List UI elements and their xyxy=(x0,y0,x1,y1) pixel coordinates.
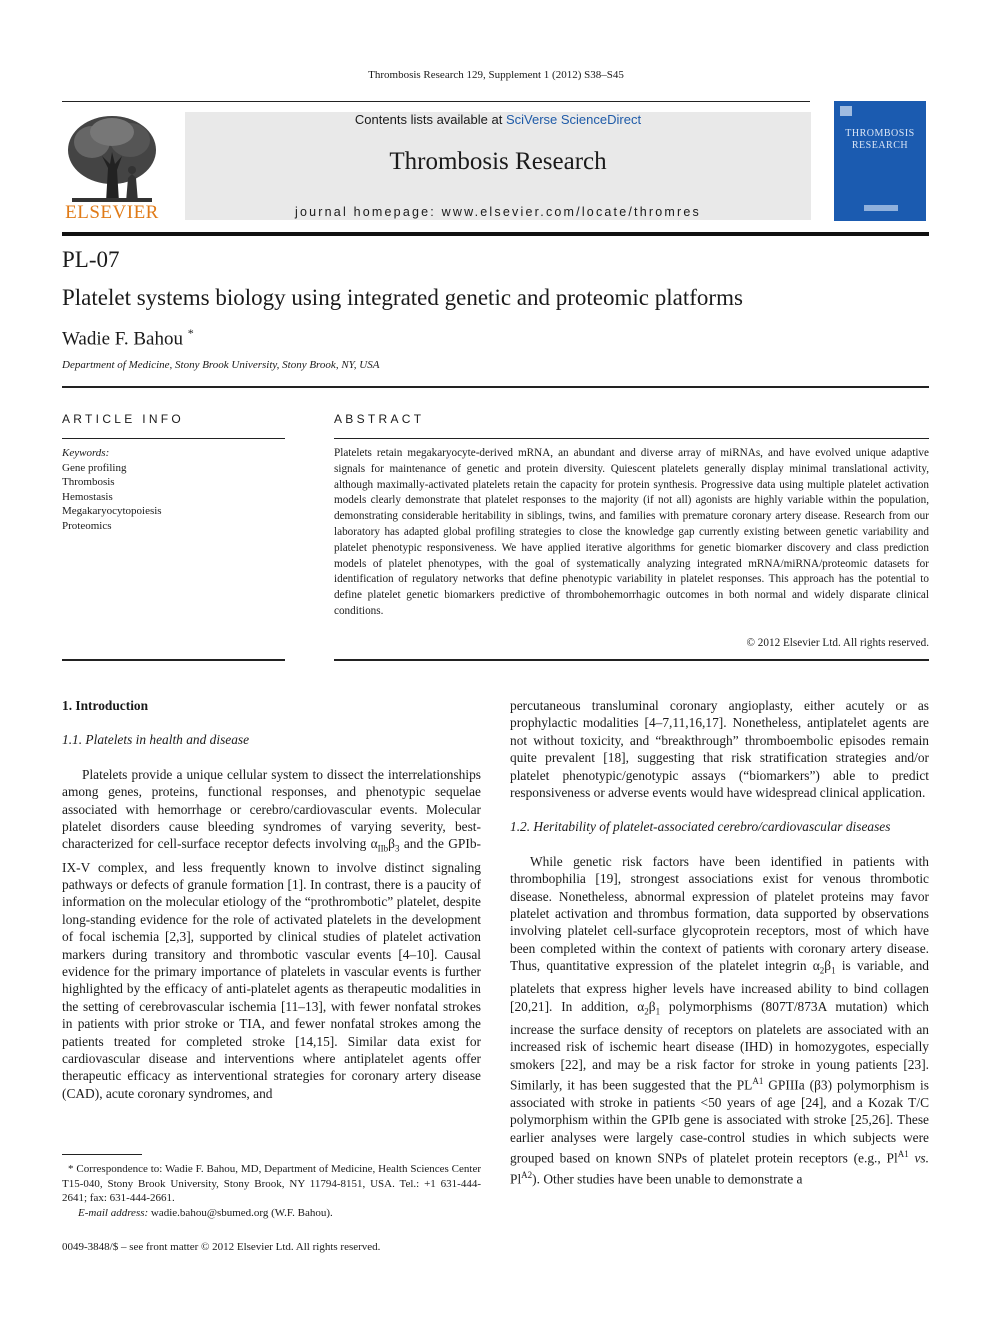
subscript: 2 xyxy=(819,965,825,976)
text-run: ). Other studies have been unable to demonstrate a xyxy=(532,1171,803,1187)
text-run: β xyxy=(824,958,832,974)
body-paragraph: percutaneous transluminal coronary angioplasty, either acutely or as prophylactic modalities [4–7,11,16,17]. Nonetheless, antiplatelet agents are not without toxicity, and “breakthrough” thromboembolic episodes remain quite prevalent [18], suggesting that risk stratification strategies and/or platelet phenotypic/genotypic assays (“biomarkers”) able to predict responsiveness or adverse events would have widespread clinical application. xyxy=(510,698,929,801)
section-heading-introduction: 1. Introduction xyxy=(62,698,149,713)
text-run: vs. xyxy=(908,1150,929,1166)
text-run: β xyxy=(648,998,656,1014)
text-run: Platelets provide a unique cellular system to dissect the interrelationships among genes, proteins, functional responses, and phenotypic sequelae associated with hemorrhage or cerebro/cardiovascular events. Molecular platelet disorders cause bleeding syndromes of varying severity, best-characterized for cell-surface receptor defects involving α xyxy=(62,766,481,852)
text-run: While genetic risk factors have been identified in patients with thrombophilia [19], strongest associations exist for venous thrombotic disease. Nonetheless, abnormal expression of platelet proteins may favor platelet activation and thrombus formation, data supported by observations involving platelet cell-surface glycoprotein receptors, most of which have been completed within the context of patients with coronary artery disease. Thus, quantitative expression of the platelet integrin α xyxy=(510,853,929,974)
header-thick-rule xyxy=(62,232,929,236)
author-line xyxy=(62,326,194,350)
keyword: Proteomics xyxy=(62,519,112,532)
abstract-heading-rule xyxy=(334,438,929,439)
cover-title-line-1: THROMBOSIS xyxy=(845,128,915,139)
subscript: 3 xyxy=(395,844,400,855)
publisher-name: ELSEVIER xyxy=(65,202,159,223)
footnote-correspondence xyxy=(62,1162,481,1206)
keyword: Thrombosis xyxy=(62,476,115,489)
article-info-heading: ARTICLE INFO xyxy=(62,412,185,426)
cover-title-line-2: RESEARCH xyxy=(851,140,909,151)
article-title: Platelet systems biology using integrated genetic and proteomic platforms xyxy=(62,285,743,310)
keyword: Gene profiling xyxy=(62,462,127,474)
email-label: E-mail address: xyxy=(78,1206,149,1219)
affiliation: Department of Medicine, Stony Brook University, Stony Brook, NY, USA xyxy=(62,359,380,371)
abstract-bottom-rule xyxy=(334,659,929,661)
contents-prefix: Contents lists available at xyxy=(354,112,506,127)
subsection-heading-1-1: 1.1. Platelets in health and disease xyxy=(62,732,250,748)
article-info-bottom-rule xyxy=(62,659,285,661)
sciencedirect-link[interactable]: SciVerse ScienceDirect xyxy=(505,112,642,127)
text-run: is variable, and platelets that express higher levels have increased ability to bind collagen [20,21]. In addition, α xyxy=(510,958,929,1014)
superscript: A1 xyxy=(897,1149,909,1160)
journal-banner xyxy=(185,112,811,220)
footnote-text: Correspondence to: Wadie F. Bahou, MD, Department of Medicine, Health Sciences Center T15-040, Stony Brook University, Stony Brook, NY 11794-8151, USA. Tel.: +1 631-444-2641; fax: 631-444-2661. xyxy=(62,1163,481,1205)
email-address[interactable]: wadie.bahou@sbumed.org (W.F. Bahou). xyxy=(148,1206,333,1219)
publisher-logo xyxy=(62,112,162,224)
keyword: Hemostasis xyxy=(62,490,113,503)
footnote-mark: * xyxy=(68,1163,74,1175)
text-run: polymorphisms (807T/873A mutation) which increase the surface density of receptors on platelets are associated with an increased risk of ischemic heart disease (IHD) in homozygotes, especially smokers [22], and may be a risk factor for stroke in young patients [23]. Similarly, it has been suggested that the PL xyxy=(510,998,929,1093)
journal-homepage[interactable]: journal homepage: www.elsevier.com/locate/thromres xyxy=(295,205,701,219)
superscript: A2 xyxy=(521,1170,533,1181)
subscript: 2 xyxy=(644,1006,649,1017)
subsection-heading-1-2: 1.2. Heritability of platelet-associated cerebro/cardiovascular diseases xyxy=(510,819,891,835)
front-matter-line: 0049-3848/$ – see front matter © 2012 Elsevier Ltd. All rights reserved. xyxy=(62,1241,381,1253)
body-paragraph xyxy=(62,766,481,1102)
cover-logo xyxy=(864,205,898,211)
abstract-text: Platelets retain megakaryocyte-derived mRNA, an abundant and diverse array of miRNAs, and have evolved unique adaptive signals for maintenance of genetic and protein diversity. Quiescent platelets generally display minimal translational activity, although maximally-activated platelets retain the capacity for protein synthesis. Progressive data using multiple platelet activation models clearly demonstrate that platelet responses to the majority (if not all) agonists are highly variable within the population, demonstrating considerable heritability in siblings, twins, and families with premature coronary artery disease. Research from our laboratory has adapted global profiling strategies to close the knowledge gap currently existing between genetic variability and platelet phenotypic responsiveness. We have applied iterative algorithms for genetic biomarker discovery and class prediction models of platelet phenotypes, with the goal of systematically analyzing integrated mRNA/miRNA/proteomic datasets for identification of regulatory networks that define phenotypic variability in platelet responses. This approach has the potential to define platelet genetic biomarkers predictive of thrombohemorrhagic outcomes in both normal and widely disparate clinical conditions. xyxy=(334,447,929,617)
article-code: PL-07 xyxy=(62,247,120,272)
author-name: Wadie F. Bahou xyxy=(62,328,183,350)
subscript: IIb xyxy=(377,844,389,855)
journal-name: Thrombosis Research xyxy=(389,148,607,175)
keywords-list xyxy=(62,461,162,533)
body-right-column xyxy=(510,697,929,1188)
cover-title xyxy=(834,128,926,152)
subscript: 1 xyxy=(831,965,836,976)
text-run: β xyxy=(388,836,395,852)
superscript: A1 xyxy=(752,1076,764,1087)
cover-top-band xyxy=(840,106,852,116)
article-info-rule xyxy=(62,386,929,388)
subscript: 1 xyxy=(655,1006,661,1017)
correspondence-footnote xyxy=(62,1162,481,1220)
footnote-rule xyxy=(62,1154,142,1155)
body-paragraph xyxy=(510,853,929,1188)
text-run: and the GPIb-IX-V complex, and less frequently known to involve distinct signaling pathways or defects of granule formation [1]. In contrast, there is a paucity of information on the molecular etiology of the “prothrombotic” platelet, despite long-standing evidence for the role of activated platelets in the development of focal ischemia [2,3], supported by clinical studies of platelet activation markers during transitory and thrombotic vascular events [4–10]. Causal evidence for the primary importance of platelets in vascular events is further highlighted by the efficacy of anti-platelet agents as therapeutic modalities in the setting of cerebrovascular ischemia [11–13], with fewer nonfatal strokes in patients with prior stroke or TIA, and fewer nonfatal strokes among the patients treated for completed stroke [14,15]. Similar data exist for cardiovascular disease and interventions where antiplatelet agents offer therapeutic efficacy as interventional strategies for coronary artery disease (CAD), acute coronary syndromes, and xyxy=(62,836,481,1101)
footnote-email-line xyxy=(62,1206,481,1221)
journal-cover xyxy=(834,101,926,221)
keywords-label: Keywords: xyxy=(62,447,110,459)
article-info-heading-rule xyxy=(62,438,285,439)
abstract-copyright: © 2012 Elsevier Ltd. All rights reserved. xyxy=(746,637,929,649)
author-footnote-mark[interactable]: * xyxy=(187,326,194,340)
abstract-heading: ABSTRACT xyxy=(334,412,425,426)
journal-reference: Thrombosis Research 129, Supplement 1 (2012) S38–S45 xyxy=(368,69,624,81)
text-run: GPIIIa (β3) polymorphism is associated with stroke in patients <50 years of age [24], and a Kozak T/C polymorphism within the GPIb gene is associated with stroke [25,26]. These earlier analyses were largely case-control studies in which subjects were grouped based on known SNPs of platelet protein receptors (e.g., Pl xyxy=(510,1077,929,1166)
body-left-column xyxy=(62,697,481,1102)
keyword: Megakaryocytopoiesis xyxy=(62,505,162,518)
contents-line xyxy=(185,112,811,127)
text-run: Pl xyxy=(510,1171,522,1187)
header-top-rule xyxy=(62,101,810,102)
